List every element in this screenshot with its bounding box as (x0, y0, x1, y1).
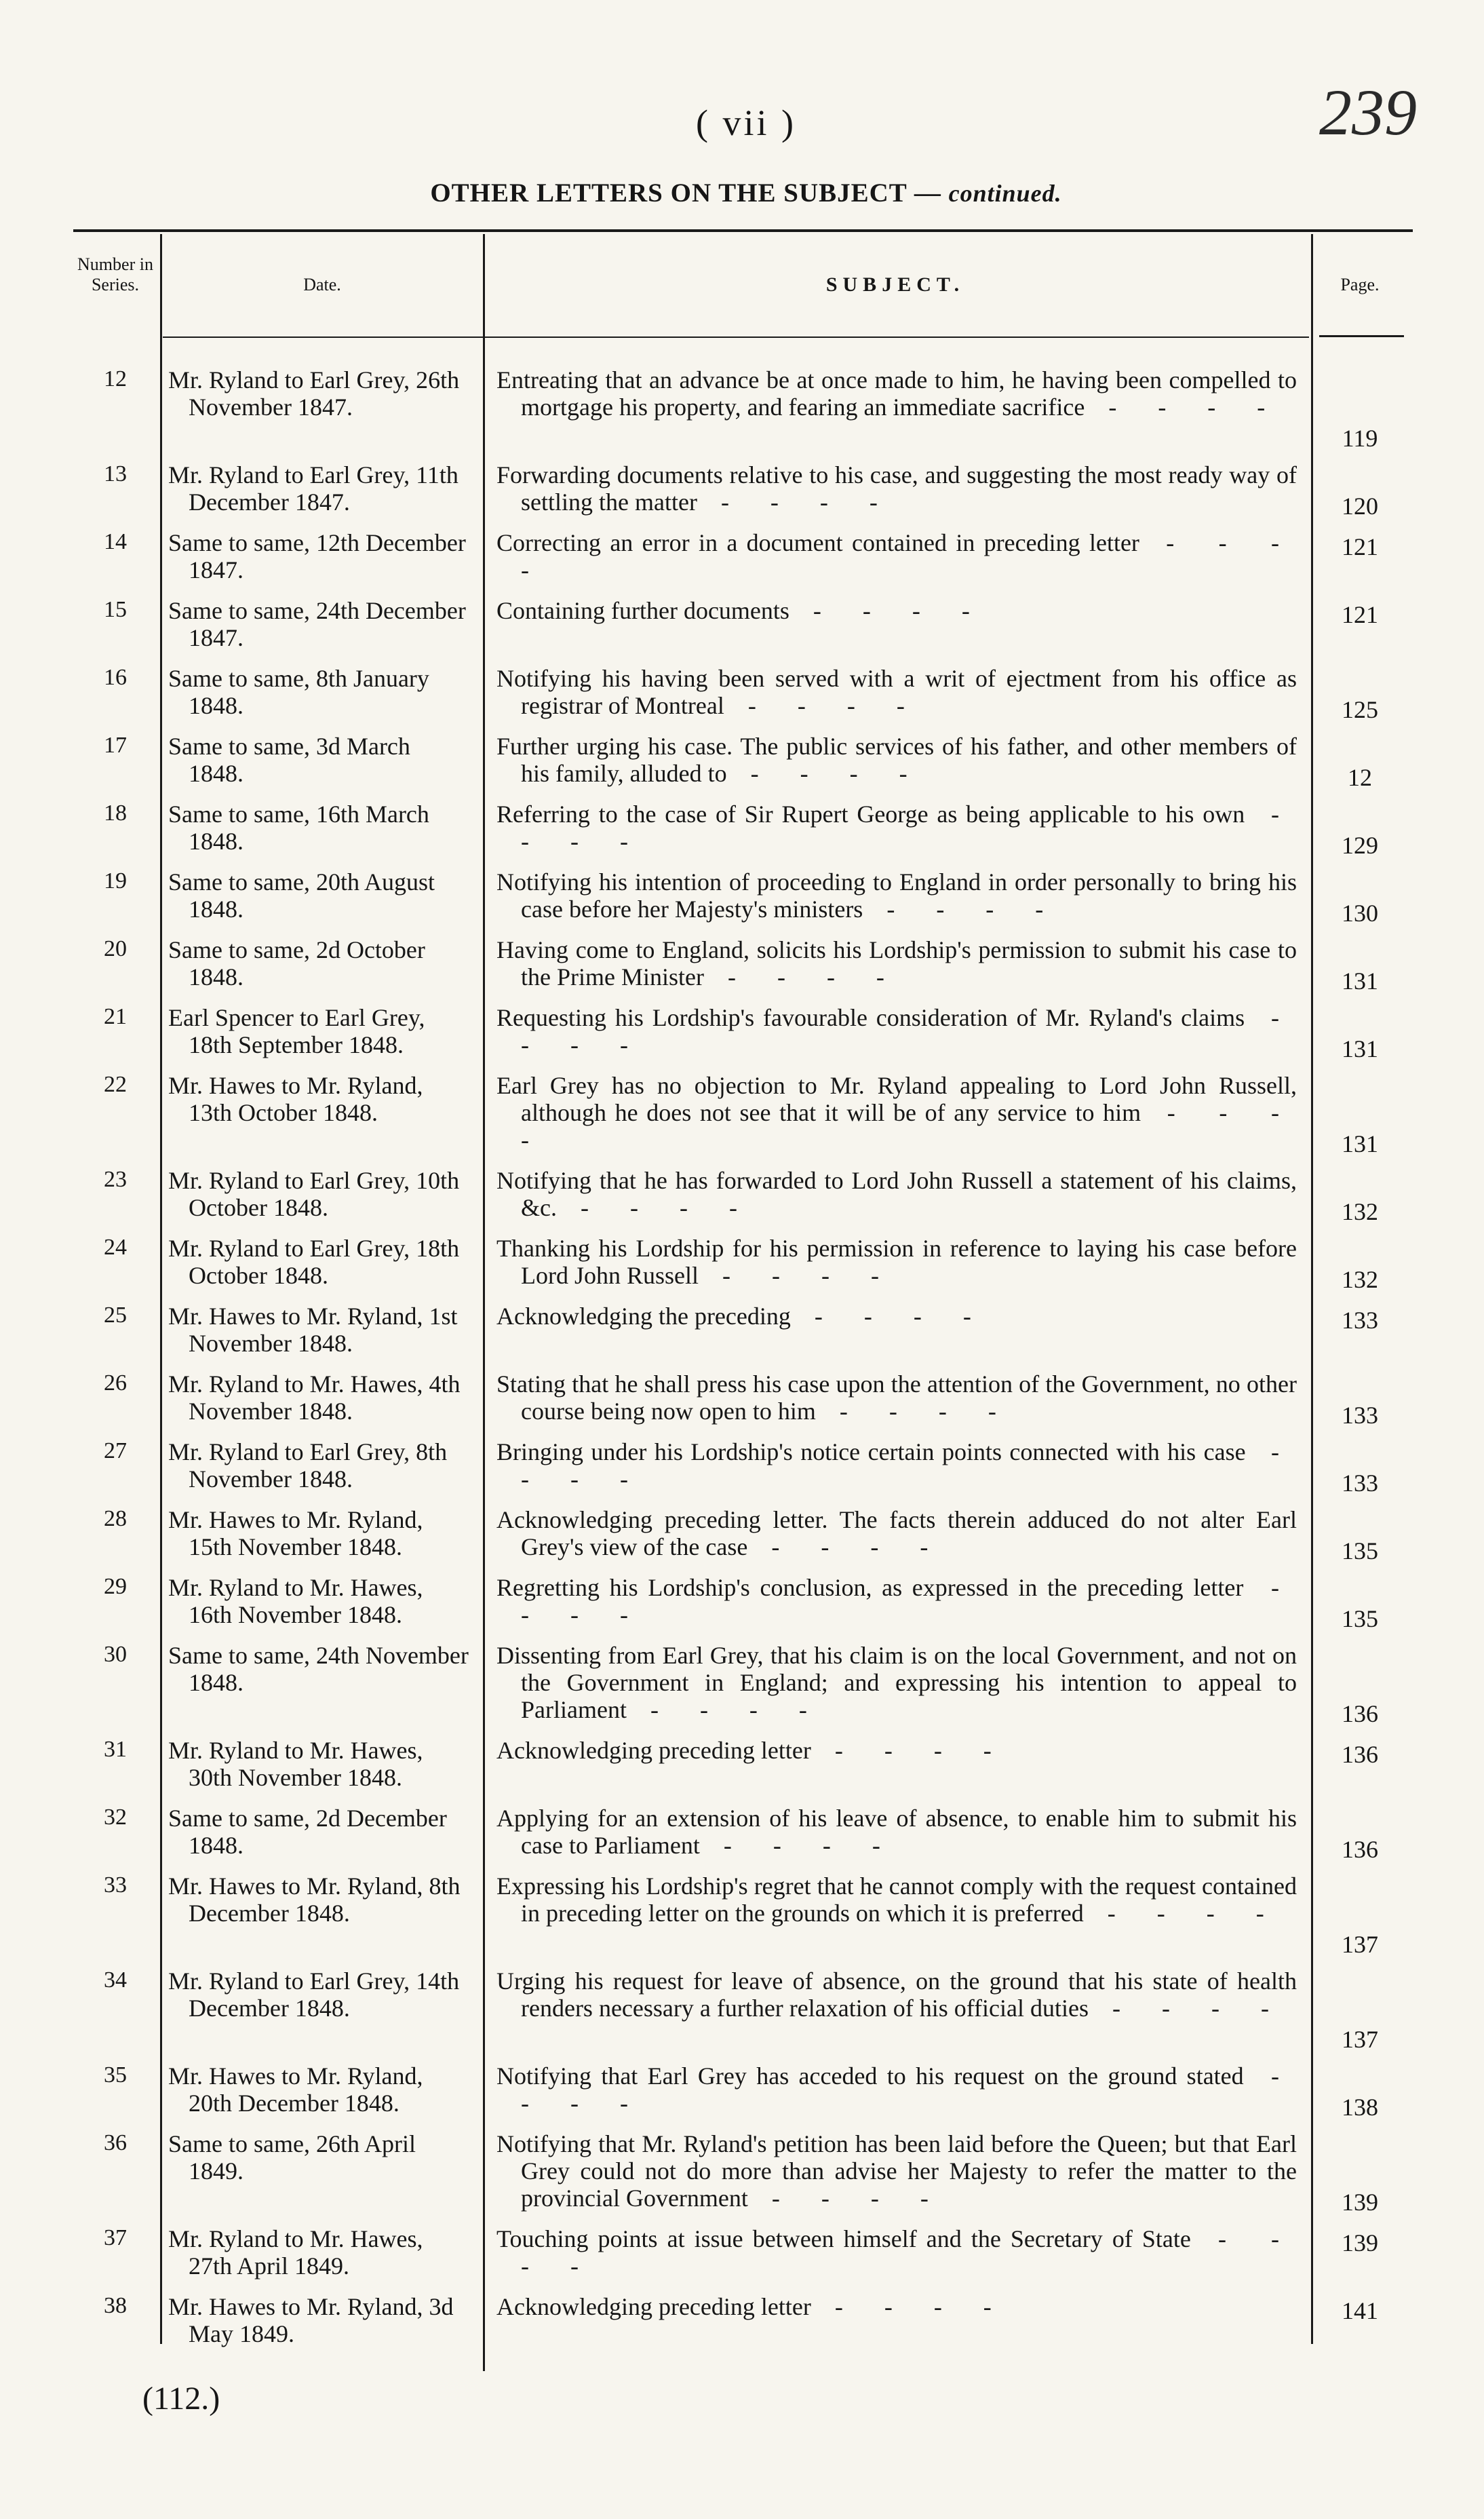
series-number: 28 (104, 1506, 127, 1531)
letter-subject (496, 1642, 1297, 1723)
letter-subject (496, 1370, 1297, 1425)
letter-date: Same to same, 20th August 1848. (168, 868, 435, 923)
letter-subject (496, 2225, 1297, 2280)
page-reference: 135 (1342, 1537, 1378, 1564)
letter-date: Mr. Ryland to Mr. Hawes, 4th November 1848. (168, 1370, 461, 1425)
letter-subject (496, 1574, 1297, 1628)
page-reference: 136 (1342, 1741, 1378, 1768)
letter-date: Same to same, 8th January 1848. (168, 665, 429, 719)
dot-leader: - - - - (521, 801, 1297, 855)
page-reference: 133 (1342, 1402, 1378, 1429)
letter-date: Mr. Ryland to Earl Grey, 11th December 1847. (168, 461, 458, 516)
letter-date: Same to same, 26th April 1849. (168, 2130, 416, 2185)
letter-date: Mr. Hawes to Mr. Ryland, 3d May 1849. (168, 2293, 454, 2347)
dot-leader: - - - - (521, 1574, 1297, 1628)
heading-main: OTHER LETTERS ON THE SUBJECT — (430, 178, 941, 208)
letter-date: Same to same, 16th March 1848. (168, 801, 429, 855)
letter-date: Mr. Ryland to Earl Grey, 26th November 1847. (168, 366, 460, 421)
page-reference: 131 (1342, 1035, 1378, 1062)
letter-date: Same to same, 2d December 1848. (168, 1805, 447, 1859)
dot-leader: - - - - (521, 1438, 1297, 1493)
series-number: 17 (104, 733, 127, 758)
letter-subject (496, 461, 1297, 516)
column-divider-2 (483, 234, 485, 2371)
dot-leader: - - - - (521, 529, 1297, 583)
series-number: 30 (104, 1642, 127, 1667)
footer-reference: (112.) (142, 2381, 220, 2417)
letter-subject (496, 801, 1297, 855)
letter-subject-text: Requesting his Lordship's favourable consideration of Mr. Ryland's claims (496, 1004, 1245, 1031)
letter-subject-text: Stating that he shall press his case upon the attention of the Government, no other course being now open to him (496, 1370, 1297, 1425)
page-reference: 135 (1342, 1605, 1378, 1632)
series-number: 25 (104, 1303, 127, 1328)
letter-date: Same to same, 2d October 1848. (168, 936, 425, 991)
series-number: 22 (104, 1072, 127, 1097)
letter-date: Mr. Hawes to Mr. Ryland, 15th November 1848. (168, 1506, 423, 1560)
page-reference: 136 (1342, 1700, 1378, 1727)
page-reference: 132 (1342, 1266, 1378, 1293)
letter-date: Mr. Ryland to Earl Grey, 10th October 1848. (168, 1167, 460, 1221)
letter-subject (496, 1235, 1297, 1289)
letter-subject-text: Touching points at issue between himself and the Secretary of State (496, 2225, 1191, 2252)
dot-leader: - - - - (815, 1398, 1014, 1425)
page-reference: 125 (1342, 696, 1378, 723)
letter-subject-text: Earl Grey has no objection to Mr. Ryland appealing to Lord John Russell, although he does not see that it will be of any service to him (496, 1072, 1297, 1126)
letter-date: Mr. Ryland to Earl Grey, 8th November 1848. (168, 1438, 448, 1493)
heading-continued: continued. (948, 180, 1062, 207)
letter-date: Mr. Hawes to Mr. Ryland, 8th December 1848. (168, 1872, 461, 1927)
letter-subject (496, 1167, 1297, 1221)
letter-subject-text: Regretting his Lordship's conclusion, as expressed in the preceding letter (496, 1574, 1244, 1601)
dot-leader: - - - - (724, 692, 922, 719)
page-reference: 137 (1342, 1931, 1378, 1958)
letter-date: Same to same, 3d March 1848. (168, 733, 410, 787)
page-heading (271, 178, 1221, 208)
letter-subject-text: Referring to the case of Sir Rupert George as being applicable to his own (496, 801, 1245, 828)
letter-subject-text: Entreating that an advance be at once made to him, he having been compelled to mortgage his property, and fearing an immediate sacrifice (496, 366, 1297, 421)
column-header-number: Number in Series. (77, 254, 153, 294)
letter-subject-text: Applying for an extension of his leave of absence, to enable him to submit his case to Parliament (496, 1805, 1297, 1859)
series-number: 27 (104, 1438, 127, 1463)
letter-date: Mr. Hawes to Mr. Ryland, 13th October 1848. (168, 1072, 423, 1126)
page-reference: 137 (1342, 2026, 1378, 2053)
dot-leader: - - - - (703, 963, 902, 991)
letter-date: Same to same, 12th December 1847. (168, 529, 466, 583)
letter-subject (496, 665, 1297, 719)
dot-leader: - - - - (697, 488, 895, 516)
column-header-subject: SUBJECT. (825, 273, 965, 296)
dot-leader: - - - - (863, 896, 1061, 923)
series-number: 29 (104, 1574, 127, 1599)
column-header-date: Date. (303, 275, 341, 294)
letter-subject (496, 2293, 1297, 2320)
series-number: 36 (104, 2130, 127, 2155)
series-number: 32 (104, 1805, 127, 1830)
letter-date: Mr. Ryland to Mr. Hawes, 16th November 1848. (168, 1574, 423, 1628)
dot-leader: - - - - (521, 2225, 1297, 2280)
series-number: 38 (104, 2293, 127, 2318)
series-number: 21 (104, 1004, 127, 1029)
dot-leader: - - - - (811, 2293, 1009, 2320)
dot-leader: - - - - (789, 597, 988, 624)
letter-date: Mr. Hawes to Mr. Ryland, 1st November 1848. (168, 1303, 458, 1357)
series-number: 26 (104, 1370, 127, 1396)
dot-leader: - - - - (747, 1533, 946, 1560)
dot-leader: - - - - (1089, 1995, 1287, 2022)
series-number: 20 (104, 936, 127, 961)
series-number: 23 (104, 1167, 127, 1192)
letter-subject-text: Acknowledging preceding letter. The facts therein adduced do not alter Earl Grey's view of the case (496, 1506, 1297, 1560)
letter-subject (496, 1438, 1297, 1493)
header-bottom-rule-page (1319, 335, 1404, 337)
page-reference: 132 (1342, 1198, 1378, 1225)
letter-subject (496, 1072, 1297, 1153)
column-divider-3 (1311, 234, 1313, 2344)
page-reference: 131 (1342, 1130, 1378, 1157)
page-number: ( vii ) (696, 102, 796, 143)
series-number: 33 (104, 1872, 127, 1898)
series-number: 24 (104, 1235, 127, 1260)
page-reference: 121 (1342, 533, 1378, 560)
letter-subject (496, 1805, 1297, 1859)
dot-leader: - - - - (1083, 1900, 1282, 1927)
letter-subject (496, 529, 1297, 583)
page-reference: 121 (1342, 601, 1378, 628)
letter-subject (496, 2130, 1297, 2212)
dot-leader: - - - - (699, 1262, 897, 1289)
letter-subject-text: Bringing under his Lordship's notice certain points connected with his case (496, 1438, 1246, 1465)
letter-subject-text: Expressing his Lordship's regret that he cannot comply with the request contained in preceding letter on the grounds on which it is preferred (496, 1872, 1297, 1927)
letter-subject-text: Notifying that he has forwarded to Lord John Russell a statement of his claims, &c. (496, 1167, 1297, 1221)
page-reference: 119 (1342, 425, 1378, 452)
letter-subject-text: Thanking his Lordship for his permission in reference to laying his case before Lord John Russell (496, 1235, 1297, 1289)
letter-date: Same to same, 24th December 1847. (168, 597, 466, 651)
dot-leader: - - - - (626, 1696, 825, 1723)
letter-date: Mr. Hawes to Mr. Ryland, 20th December 1848. (168, 2062, 423, 2117)
letter-subject (496, 1737, 1297, 1764)
letter-subject (496, 2062, 1297, 2117)
dot-leader: - - - - (556, 1194, 755, 1221)
dot-leader: - - - - (521, 1004, 1297, 1058)
column-header-page: Page. (1340, 275, 1380, 294)
series-number: 37 (104, 2225, 127, 2250)
letter-subject-text: Urging his request for leave of absence, on the ground that his state of health renders necessary a further relaxation of his official duties (496, 1967, 1297, 2022)
letter-subject-text: Forwarding documents relative to his case, and suggesting the most ready way of settling the matter (496, 461, 1297, 516)
series-number: 31 (104, 1737, 127, 1762)
dot-leader: - - - - (811, 1737, 1009, 1764)
page-reference: 136 (1342, 1836, 1378, 1863)
page-reference: 139 (1342, 2189, 1378, 2216)
letter-subject (496, 936, 1297, 991)
page-reference: 141 (1342, 2297, 1378, 2324)
letter-date: Mr. Ryland to Mr. Hawes, 30th November 1848. (168, 1737, 423, 1791)
page-reference: 133 (1342, 1307, 1378, 1334)
letter-subject-text: Notifying that Mr. Ryland's petition has been laid before the Queen; but that Earl Grey could not do more than advise her Majesty to refer the matter to the provincial Government (496, 2130, 1297, 2212)
dot-leader: - - - - (1085, 393, 1283, 421)
dot-leader: - - - - (699, 1832, 898, 1859)
page-reference: 129 (1342, 832, 1378, 859)
letter-subject (496, 597, 1297, 624)
folio-number: 239 (1319, 76, 1417, 149)
series-number: 16 (104, 665, 127, 690)
letter-subject-text: Dissenting from Earl Grey, that his claim is on the local Government, and not on the Government in England; and expressing his intention to appeal to Parliament (496, 1642, 1297, 1723)
letter-date: Mr. Ryland to Earl Grey, 14th December 1848. (168, 1967, 460, 2022)
series-number: 12 (104, 366, 127, 391)
page-reference: 131 (1342, 967, 1378, 995)
table-top-rule (73, 229, 1413, 232)
letter-subject-text: Having come to England, solicits his Lordship's permission to submit his case to the Prime Minister (496, 936, 1297, 991)
series-number: 18 (104, 801, 127, 826)
dot-leader: - - - - (521, 1099, 1297, 1153)
series-number: 15 (104, 597, 127, 622)
letter-date: Earl Spencer to Earl Grey, 18th September 1848. (168, 1004, 425, 1058)
letter-subject-text: Acknowledging preceding letter (496, 2293, 811, 2320)
series-number: 13 (104, 461, 127, 486)
dot-leader: - - - - (747, 2185, 946, 2212)
letter-subject (496, 1872, 1297, 1927)
page-reference: 130 (1342, 900, 1378, 927)
series-number: 35 (104, 2062, 127, 2088)
letter-subject-text: Notifying his having been served with a writ of ejectment from his office as registrar of Montreal (496, 665, 1297, 719)
series-number: 34 (104, 1967, 127, 1993)
letter-subject-text: Acknowledging preceding letter (496, 1737, 811, 1764)
letter-subject (496, 366, 1297, 421)
page-reference: 138 (1342, 2094, 1378, 2121)
letter-subject (496, 1303, 1297, 1330)
page-reference: 139 (1342, 2229, 1378, 2256)
letter-subject-text: Notifying his intention of proceeding to England in order personally to bring his case before her Majesty's ministers (496, 868, 1297, 923)
letter-subject (496, 1967, 1297, 2022)
letter-subject-text: Notifying that Earl Grey has acceded to his request on the ground stated (496, 2062, 1244, 2090)
letter-subject-text: Correcting an error in a document contained in preceding letter (496, 529, 1139, 556)
dot-leader: - - - - (790, 1303, 989, 1330)
letter-subject-text: Further urging his case. The public services of his father, and other members of his family, alluded to (496, 733, 1297, 787)
series-number: 19 (104, 868, 127, 893)
letter-subject (496, 733, 1297, 787)
series-number: 14 (104, 529, 127, 554)
dot-leader: - - - - (521, 2062, 1297, 2117)
letter-subject-text: Containing further documents (496, 597, 789, 624)
column-divider-1 (160, 234, 162, 2344)
page-reference: 12 (1348, 764, 1372, 791)
dot-leader: - - - - (726, 760, 925, 787)
page-reference: 120 (1342, 493, 1378, 520)
header-bottom-rule (163, 336, 1309, 338)
letter-subject-text: Acknowledging the preceding (496, 1303, 791, 1330)
letter-subject (496, 868, 1297, 923)
letter-date: Mr. Ryland to Earl Grey, 18th October 1848. (168, 1235, 460, 1289)
letter-subject (496, 1506, 1297, 1560)
letter-date: Same to same, 24th November 1848. (168, 1642, 469, 1696)
page-reference: 133 (1342, 1469, 1378, 1497)
letter-subject (496, 1004, 1297, 1058)
letter-date: Mr. Ryland to Mr. Hawes, 27th April 1849. (168, 2225, 423, 2280)
